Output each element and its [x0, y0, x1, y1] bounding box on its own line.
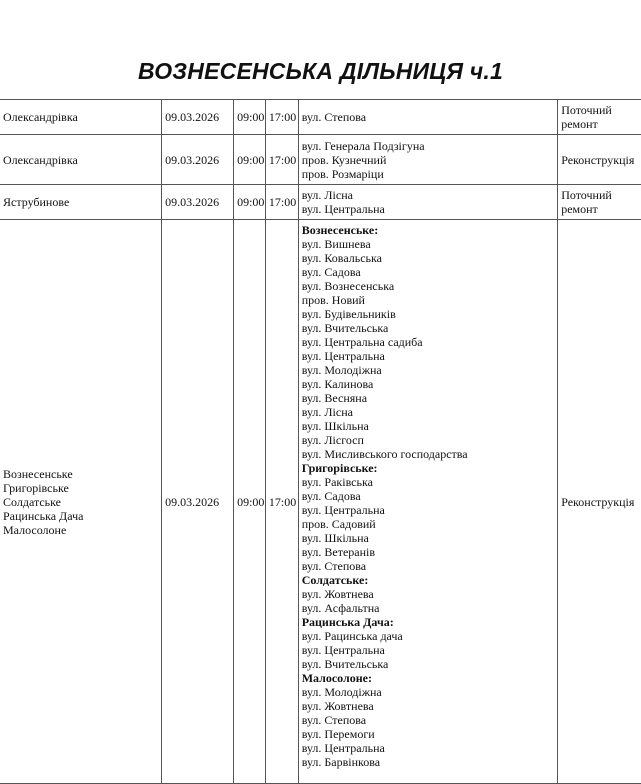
- end-time-cell-line: 17:00: [268, 195, 297, 209]
- streets-cell-line: вул. Молодіжна: [301, 363, 382, 377]
- table-row: [0, 100, 641, 135]
- end-time-cell-line: 17:00: [268, 110, 297, 124]
- streets-cell-line: вул. Асфальтна: [301, 601, 380, 615]
- streets-cell-line: вул. Лісна: [301, 405, 353, 419]
- start-time-cell: [234, 220, 266, 784]
- start-time-cell: [234, 185, 266, 220]
- streets-cell: [298, 185, 558, 220]
- streets-cell-line: вул. Молодіжна: [301, 685, 382, 699]
- date-cell: [162, 185, 234, 220]
- settlement-cell: [0, 185, 162, 220]
- work-type-cell: [558, 185, 641, 220]
- streets-cell-line: вул. Лісна: [301, 188, 353, 202]
- table-row: [0, 135, 641, 185]
- table-row: [0, 185, 641, 220]
- work-type-cell-line: ремонт: [561, 117, 598, 131]
- end-time-cell-line: 17:00: [268, 152, 297, 167]
- streets-cell-line: вул. Генерала Подзігуна: [301, 138, 425, 153]
- streets-cell-line: вул. Барвінкова: [301, 755, 381, 769]
- start-time-cell-line: 09:00: [237, 152, 265, 167]
- date-cell: [162, 135, 234, 185]
- settlement-cell-line: Григорівське: [3, 480, 69, 495]
- end-time-cell: [265, 135, 298, 185]
- streets-cell-line: Вознесенське:: [301, 223, 379, 237]
- outage-schedule-table: [0, 99, 641, 784]
- streets-cell-line: пров. Новий: [301, 293, 365, 307]
- streets-cell-line: вул. Центральна: [301, 349, 385, 363]
- streets-cell-line: Рацинська Дача:: [301, 615, 394, 629]
- streets-cell-line: вул. Будівельників: [301, 307, 396, 321]
- work-type-cell-line: ремонт: [561, 202, 598, 216]
- streets-cell-line: вул. Центральна: [301, 503, 385, 517]
- streets-cell-line: пров. Садовий: [301, 517, 376, 531]
- streets-cell-line: вул. Раківська: [301, 475, 373, 489]
- streets-cell-line: вул. Ковальська: [301, 251, 382, 265]
- streets-cell-line: вул. Садова: [301, 265, 361, 279]
- settlement-cell-line: Вознесенське: [3, 466, 73, 481]
- streets-cell-line: вул. Жовтнева: [301, 587, 374, 601]
- start-time-cell: [234, 135, 266, 185]
- streets-cell-line: вул. Шкільна: [301, 419, 369, 433]
- streets-cell-line: Григорівське:: [301, 461, 378, 475]
- settlement-cell-line: Олександрівка: [3, 110, 78, 124]
- streets-cell-line: вул. Степова: [301, 559, 367, 573]
- streets-cell-line: вул. Лісгосп: [301, 433, 364, 447]
- streets-cell-line: вул. Мисливського господарства: [301, 447, 468, 461]
- table-row: [0, 220, 641, 784]
- streets-cell-line: вул. Вчительська: [301, 321, 389, 335]
- start-time-cell: [234, 100, 266, 135]
- streets-cell-line: вул. Центральна: [301, 643, 385, 657]
- streets-cell-line: Малосолоне:: [301, 671, 372, 685]
- streets-cell-line: вул. Весняна: [301, 391, 368, 405]
- settlement-cell-line: Малосолоне: [3, 522, 67, 537]
- streets-cell-line: вул. Центральна садиба: [301, 335, 423, 349]
- streets-cell-line: пров. Кузнечний: [301, 152, 387, 167]
- start-time-cell-line: 09:00: [237, 494, 265, 509]
- start-time-cell-line: 09:00: [237, 110, 265, 124]
- settlement-cell-line: Олександрівка: [3, 152, 78, 167]
- date-cell: [162, 220, 234, 784]
- streets-cell-line: вул. Рацинська дача: [301, 629, 403, 643]
- date-cell-line: 09.03.2026: [165, 110, 220, 124]
- streets-cell-line: вул. Вишнева: [301, 237, 371, 251]
- date-cell-line: 09.03.2026: [165, 195, 220, 209]
- work-type-cell-line: Реконструкція: [561, 152, 635, 167]
- settlement-cell: [0, 135, 162, 185]
- settlement-cell: [0, 220, 162, 784]
- work-type-cell-line: Поточний: [561, 103, 612, 117]
- work-type-cell: [558, 220, 641, 784]
- start-time-cell-line: 09:00: [237, 195, 265, 209]
- end-time-cell-line: 17:00: [268, 494, 297, 509]
- streets-cell-line: пров. Розмаріци: [301, 166, 384, 181]
- streets-cell-line: вул. Шкільна: [301, 531, 369, 545]
- streets-cell-line: вул. Вчительська: [301, 657, 389, 671]
- streets-cell-line: вул. Центральна: [301, 741, 385, 755]
- streets-cell-line: вул. Перемоги: [301, 727, 375, 741]
- streets-cell-line: вул. Вознесенська: [301, 279, 395, 293]
- work-type-cell: [558, 100, 641, 135]
- settlement-cell: [0, 100, 162, 135]
- streets-cell-line: Солдатське:: [301, 573, 369, 587]
- date-cell-line: 09.03.2026: [165, 494, 220, 509]
- streets-cell-line: вул. Степова: [301, 110, 367, 124]
- streets-cell-line: вул. Степова: [301, 713, 367, 727]
- streets-cell: [298, 100, 558, 135]
- work-type-cell-line: Реконструкція: [561, 494, 635, 509]
- settlement-cell-line: Рацинська Дача: [3, 508, 84, 523]
- streets-cell-line: вул. Жовтнева: [301, 699, 374, 713]
- streets-cell-line: вул. Садова: [301, 489, 361, 503]
- settlement-cell-line: Солдатське: [3, 494, 62, 509]
- end-time-cell: [265, 185, 298, 220]
- work-type-cell: [558, 135, 641, 185]
- work-type-cell-line: Поточний: [561, 188, 612, 202]
- settlement-cell-line: Яструбинове: [3, 195, 70, 209]
- streets-cell: [298, 220, 558, 784]
- date-cell: [162, 100, 234, 135]
- end-time-cell: [265, 100, 298, 135]
- streets-cell-line: вул. Калинова: [301, 377, 374, 391]
- date-cell-line: 09.03.2026: [165, 152, 220, 167]
- streets-cell-line: вул. Ветеранів: [301, 545, 376, 559]
- end-time-cell: [265, 220, 298, 784]
- page-title: ВОЗНЕСЕНСЬКА ДІЛЬНИЦЯ ч.1: [137, 58, 503, 84]
- streets-cell-line: вул. Центральна: [301, 202, 385, 216]
- streets-cell: [298, 135, 558, 185]
